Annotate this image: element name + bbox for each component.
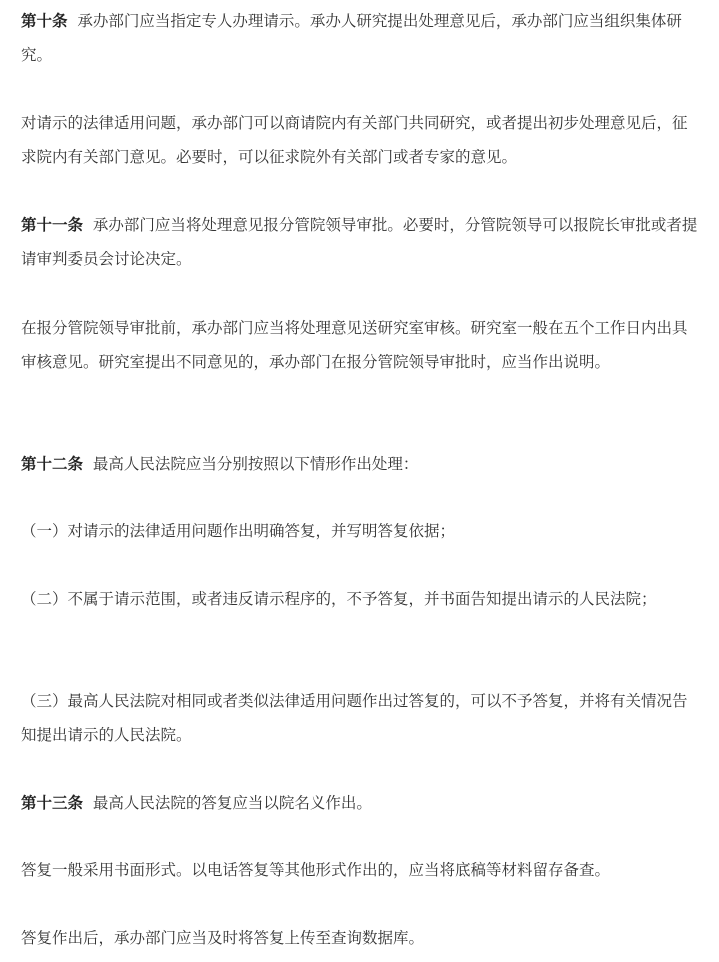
article-13-paragraph-2: 答复一般采用书面形式。以电话答复等其他形式作出的，应当将底稿等材料留存备查。 bbox=[21, 861, 611, 879]
article-number: 第十二条 bbox=[21, 455, 84, 473]
article-13-paragraph-3: 答复作出后，承办部门应当及时将答复上传至查询数据库。 bbox=[21, 929, 425, 947]
article-12-item-2: （二）不属于请示范围，或者违反请示程序的，不予答复，并书面告知提出请示的人民法院； bbox=[21, 590, 657, 608]
article-12-item-1: （一）对请示的法律适用问题作出明确答复，并写明答复依据； bbox=[21, 522, 456, 540]
article-text: 最高人民法院的答复应当以院名义作出。 bbox=[92, 794, 372, 812]
article-number: 第十三条 bbox=[21, 794, 84, 812]
article-12-item-3: （三）最高人民法院对相同或者类似法律适用问题作出过答复的，可以不予答复，并将有关情况告知提出请示的人民法院。 bbox=[21, 692, 688, 744]
article-text: 最高人民法院应当分别按照以下情形作出处理： bbox=[92, 455, 419, 473]
article-12-paragraph bbox=[21, 447, 418, 481]
article-10-paragraph bbox=[21, 4, 701, 72]
article-number: 第十一条 bbox=[21, 216, 84, 234]
article-text: 承办部门应当将处理意见报分管院领导审批。必要时，分管院领导可以报院长审批或者提请审判委员会讨论决定。 bbox=[21, 216, 698, 268]
article-11-paragraph bbox=[21, 208, 701, 276]
article-text: 承办部门应当指定专人办理请示。承办人研究提出处理意见后，承办部门应当组织集体研究。 bbox=[21, 12, 682, 64]
article-11-paragraph-2: 在报分管院领导审批前，承办部门应当将处理意见送研究室审核。研究室一般在五个工作日内出具审核意见。研究室提出不同意见的，承办部门在报分管院领导审批时，应当作出说明。 bbox=[21, 319, 688, 371]
article-10-paragraph-2: 对请示的法律适用问题，承办部门可以商请院内有关部门共同研究，或者提出初步处理意见后，征求院内有关部门意见。必要时，可以征求院外有关部门或者专家的意见。 bbox=[21, 114, 688, 166]
article-13-paragraph bbox=[21, 786, 372, 820]
article-number: 第十条 bbox=[21, 12, 68, 30]
